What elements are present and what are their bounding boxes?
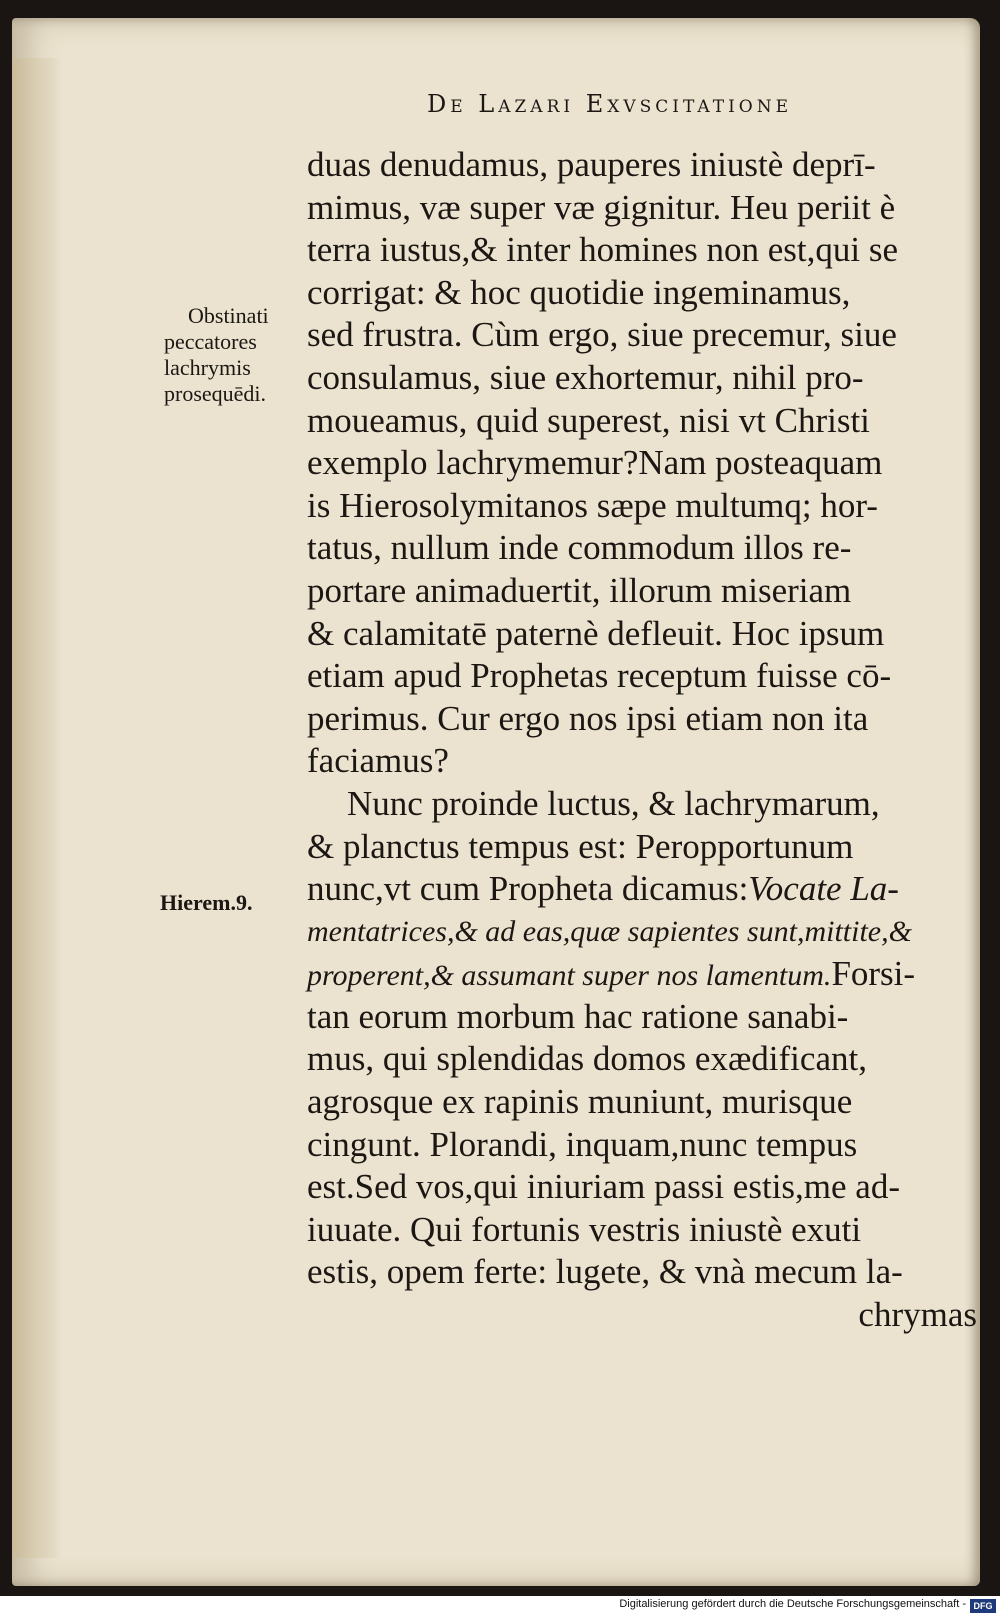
text-line: moueamus, quid superest, nisi vt Christi (307, 400, 870, 440)
text-line: agrosque ex rapinis muniunt, murisque (307, 1082, 853, 1122)
text-span: Forsi- (831, 954, 916, 994)
text-line: & planctus tempus est: Peropportunum (307, 826, 854, 866)
marginal-line: prosequēdi. (164, 381, 267, 406)
text-line: & calamitatē paternè defleuit. Hoc ipsum (307, 613, 885, 653)
marginal-note-hierem (160, 890, 310, 916)
italic-quote: Vocate La- (748, 869, 899, 909)
marginal-line: Obstinati (188, 303, 269, 328)
dfg-logo: DFG (970, 1599, 996, 1613)
text-line (307, 953, 987, 996)
text-line: estis, opem ferte: lugete, & vnà mecum la- (307, 1252, 903, 1292)
text-line: sed frustra. Cùm ergo, siue precemur, siue (307, 315, 897, 355)
marginal-line: lachrymis (164, 355, 251, 380)
text-line: terra iustus,& inter homines non est,qui se (307, 230, 899, 270)
text-line: etiam apud Prophetas receptum fuisse cō- (307, 656, 892, 696)
text-line: est.Sed vos,qui iniuriam passi estis,me ad- (307, 1167, 900, 1207)
body-text (307, 144, 987, 1337)
text-line (307, 868, 987, 911)
page-edge-shadow (12, 58, 62, 1558)
text-line: corrigat: & hoc quotidie ingeminamus, (307, 272, 851, 312)
text-line: is Hierosolymitanos sæpe multumq; hor- (307, 485, 878, 525)
text-line: cingunt. Plorandi, inquam,nunc tempus (307, 1124, 858, 1164)
text-line: duas denudamus, pauperes iniustè deprī- (307, 145, 876, 184)
footer-credit: Digitalisierung gefördert durch die Deutsche Forschungsgemeinschaft - (619, 1598, 966, 1610)
text-span: nunc,vt cum Propheta dicamus: (307, 869, 749, 909)
marginal-line: Hierem.9. (160, 890, 253, 915)
text-line: mimus, væ super væ gignitur. Heu periit è (307, 187, 896, 227)
text-line: iuuate. Qui fortunis vestris iniustè exuti (307, 1209, 862, 1249)
text-line: portare animaduertit, illorum miseriam (307, 570, 852, 610)
text-line: Nunc proinde luctus, & lachrymarum, (347, 783, 880, 823)
catchword: chrymas (858, 1295, 977, 1335)
text-line: tan eorum morbum hac ratione sanabi- (307, 996, 849, 1036)
italic-quote: properent,& assumant super nos lamentum. (307, 959, 832, 993)
text-line: tatus, nullum inde commodum illos re- (307, 528, 852, 568)
text-line-italic: mentatrices,& ad eas,quæ sapientes sunt,mittite,& (307, 914, 912, 948)
book-page (12, 18, 980, 1586)
text-line: mus, qui splendidas domos exædificant, (307, 1039, 867, 1079)
running-head: De Lazari Exvscitatione (427, 90, 793, 118)
text-line: faciamus? (307, 741, 449, 781)
text-line: perimus. Cur ergo nos ipsi etiam non ita (307, 698, 869, 738)
marginal-note-obstinati (164, 303, 314, 407)
marginal-line: peccatores (164, 329, 257, 354)
text-line: exemplo lachrymemur?Nam posteaquam (307, 443, 883, 483)
text-line: consulamus, siue exhortemur, nihil pro- (307, 357, 864, 397)
digitization-footer (0, 1596, 1000, 1617)
